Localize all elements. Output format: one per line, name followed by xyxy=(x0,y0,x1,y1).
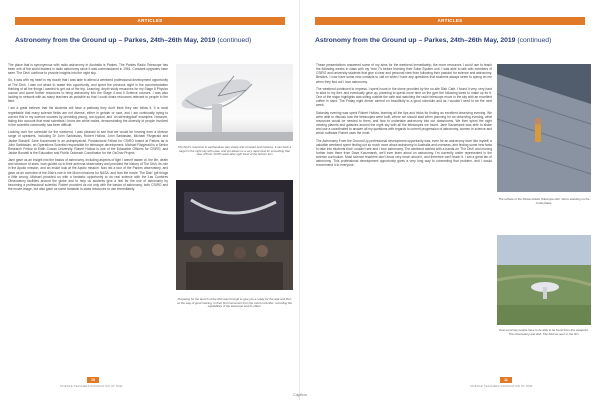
body-paragraph: These presentations answered some of my aims for the weekend immediately; the more resources I could use to teach the following weeks in class with my Year 7's before learning their Solar System unit. I was able to talk with members of CSIRO and university students that give a clear and personal view from following their passion for science and astronomy. Besides, I now have some new contacts to call on when I have any questions that students always seem to spring on me when they find out I love astronomy. xyxy=(316,63,492,84)
article-title xyxy=(315,37,590,44)
page-number: 11 xyxy=(500,377,512,383)
section-tab: ARTICLES xyxy=(315,17,585,24)
body-paragraph: The weekend continued to impress. I spent hours in the dome provided by the on-site Dish Café. I found it very, very hard to stick to my diet, and eventually gave up, planning to spend more time on the gym the following week to make up for it. One of the major highlights was sitting outside the café and watching the radio telescope move in the sky with an excellent coffee in hand. The Friday night dinner carried on beautifully to a good schedule and as I wouldn't need to be the next week. xyxy=(316,86,492,108)
body-paragraph: The Astronomy From the Ground Up professional development opportunity was, even for an astronomy lover like myself, a valuable weekend spent finding out so much more about astronomy in Australia and overseas, and finding some new facts to take into students that I couldn't see and I love astronomy. The weekend started with a hands-on 'The Dish' and moving further from there from Dave Kaczmarek, we'll ever learn about on astronomy. I'm currently under represented in the science curriculum. Most science teachers don't know very much about it, and therefore can't teach it. I am a great fan of astronomy. This professional development opportunity gives a very long way to connecting that problem, and I would recommend it to everyone. xyxy=(316,138,492,168)
journal-name: SCIENCE TEACHERS ASSOCIATION OF NSW xyxy=(470,385,533,388)
audience-photo xyxy=(176,180,293,290)
journal-name: SCIENCE TEACHERS ASSOCIATION OF NSW xyxy=(60,385,123,388)
article-body-column xyxy=(316,63,492,171)
section-rule xyxy=(315,24,585,25)
dish-surface-photo xyxy=(497,64,591,192)
body-paragraph: Saturday evening was spent Robert Hollow, learning all the tips and tricks for finding an excellent observing evening. We were able to discuss how the telescopes were built, where we should start when planning for an observing evening, what resources would be needed to them, and how to undertake astronomy into our classrooms. We then spent the night viewing planets and galaxies around the night sky with all the telescopes we found. Jane Kaczmarek was able to share and use a coordinated to answer all my questions with regards to current progression of astronomy, women in science and which software Robert uses the most. xyxy=(316,110,492,136)
figure-caption: Post-summary people have to be able to be found from this viewpoint. The observatory and dish: The Dish as seen in the film. xyxy=(499,328,589,336)
observatory-aerial-photo xyxy=(497,235,591,325)
body-paragraph: I am a great believer that the students will have a pathway they don't think they can follow it. It is most regrettable that many science fields are not diverse, either in gender or race, and I am continually trying to correct this in my science courses by providing young, non-typical, and 'on-stereotypical' examples. However, taking into account that most scientists I know are white males, demonstrating the diversity of people involved in the scientific community has been difficult. xyxy=(8,106,168,128)
article-title-text: Astronomy from the Ground up – Parkes, 24th–26th May, 2019 xyxy=(15,37,216,44)
section-rule xyxy=(15,24,285,25)
figure-caption: The surface of the Parkes Radio Telescope dish. We're standing on the metal plates. xyxy=(498,197,590,205)
article-title-continued: (continued) xyxy=(517,37,552,44)
right-page xyxy=(300,0,600,400)
body-paragraph: The place that is synonymous with radio astronomy in Australia is Parkes. The Parkes Radio Telescope has been one of the world leaders in radio astronomy since it was commissioned in 1961. Constant upgrades have seen 'The Dish' continue to provide insights into the night sky. xyxy=(8,63,168,76)
body-paragraph: Looking over the schedule for the weekend, I was pleased to see that we would be hearing from a diverse range of speakers, including Dr John Sarkissian, Robert Hollow, John Sarkissian, Michael Fitzgerald and Jackie Bondell. Jane Kaczmarek is an astrophysicist, Postdoctoral Fellow for CSIRO based at Parkes as is John Sarkissian, an Operations Scientist responsible for telescope development. Michael Fitzgerald is a Senior Research Fellow at Edith Cowan University. Robert Hollow is one of the Education Officers for CSIRO, and Jackie Bondell is the Education and Public Outreach Coordinator for the OzGrav Project. xyxy=(8,130,168,155)
article-title xyxy=(15,37,290,44)
article-title-text: Astronomy from the Ground up – Parkes, 24th–26th May, 2019 xyxy=(315,37,516,44)
viewer-caption-label: Caption xyxy=(293,392,307,397)
section-tab: ARTICLES xyxy=(15,17,285,24)
figure-caption: Preparing for the launch of the dish was through to give you a ready for the wait and then on the way of good training, to their first instrument from the robot-controller; recording the capabilities of the telescope and its effect. xyxy=(176,297,293,309)
radio-dish-photo xyxy=(176,64,293,141)
article-body-column xyxy=(8,63,168,194)
body-paragraph: Jane gave us an insight into the basics of astronomy, including aspects of light I wasn't aware of, the life, death and structure of stars. Ivan guided us to their antenna observatory and provided the history of The Dish, its role in the Apollo mission, and an inside look at the Apollo mission. Ivan led a tour of the Parkes observatory, and gave us an overview of the Dish's role in the Moon missions for NASA, and how the movie 'The Dish' got things a little wrong. Michael provided us with a fantastic opportunity to do real science with the Las Cumbres Observatory facilities around the globe and to help us students give a feel for the use of astronomy by becoming a professional scientist. Robert provided us not only with the basics of astronomy, both CSIRO and the movie image, but also gave us some fantastic in-class resources to use immediately. xyxy=(8,158,168,192)
article-title-continued: (continued) xyxy=(217,37,252,44)
body-paragraph: So, it was with my heart in my mouth that I was able to attend a weekend professional development opportunity at The Dish. I was not about to waste this opportunity, and spent the previous night in the accommodation thinking of all the things I wanted to get out of the trip. Learning, depth study resources for my Stage 6 Physics course and some further resources to bring astronomy into the Stage 4 and 5 Science courses. I was also looking to network with as many teachers as possible so that I could share resources relevant to people in the field. xyxy=(8,78,168,104)
page-number: 10 xyxy=(87,377,99,383)
figure-caption: The Dish's response to earthquakes was slowly and constant and instance. It can track a target in the night sky with ease, and yet allows us a very rapid view for something that slow. (Photo: NATO wave-later right hand of the bottom arm xyxy=(177,145,292,157)
